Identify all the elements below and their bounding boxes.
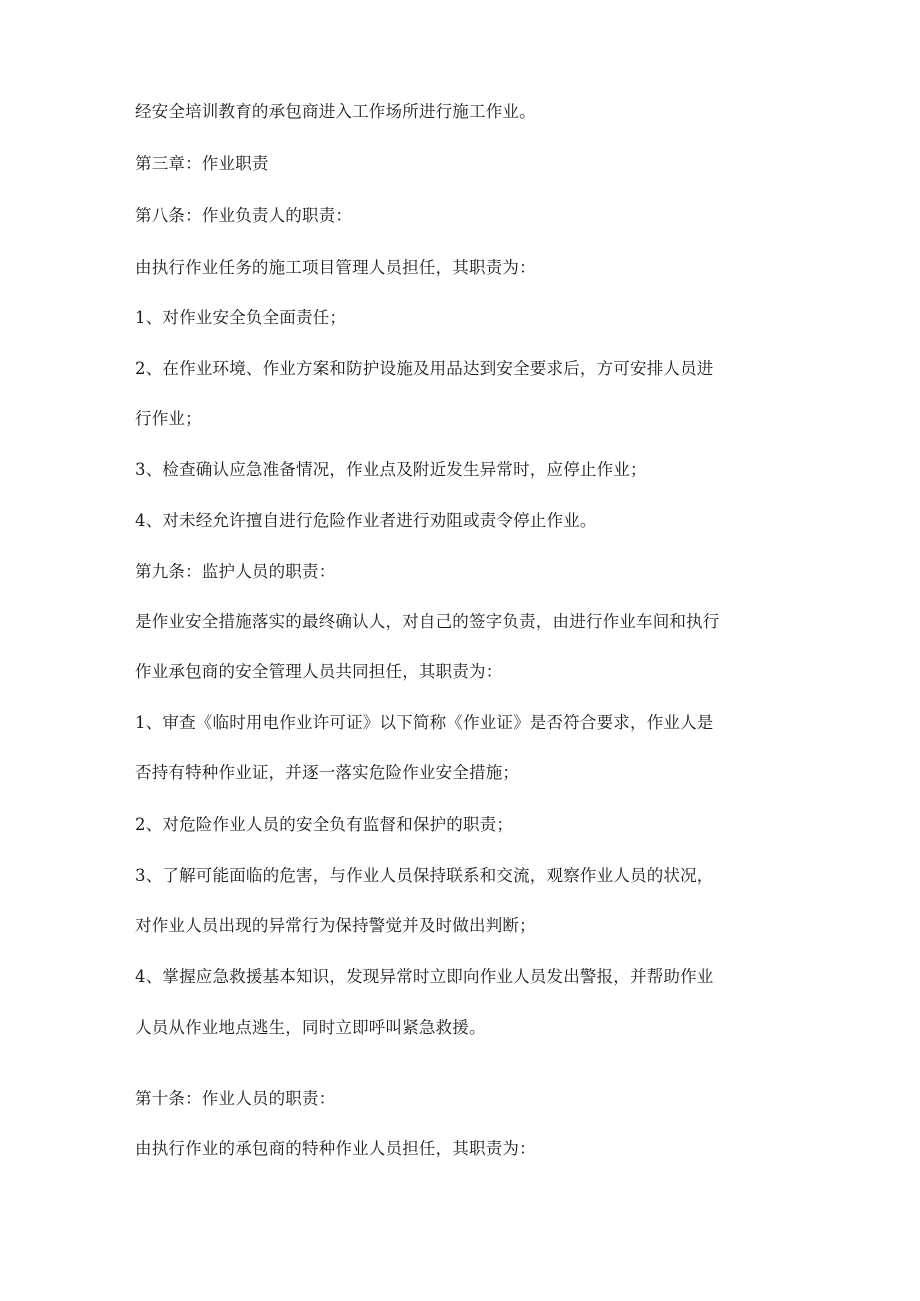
article-heading: 第八条：作业负责人的职责：	[135, 206, 353, 225]
list-item: 2、在作业环境、作业方案和防护设施及用品达到安全要求后，方可安排人员进	[135, 359, 714, 378]
article-heading: 第十条：作业人员的职责：	[135, 1089, 336, 1108]
chapter-heading: 第三章：作业职责	[135, 154, 269, 173]
list-item-continuation: 人员从作业地点逃生，同时立即呼叫紧急救援。	[135, 1018, 486, 1037]
list-item: 2、对危险作业人员的安全负有监督和保护的职责；	[135, 815, 514, 834]
text-line: 由执行作业的承包商的特种作业人员担任，其职责为：	[135, 1139, 536, 1158]
text-line: 由执行作业任务的施工项目管理人员担任，其职责为：	[135, 258, 536, 277]
list-item: 1、对作业安全负全面责任；	[135, 308, 347, 327]
text-line: 是作业安全措施落实的最终确认人，对自己的签字负责，由进行作业车间和执行	[135, 612, 720, 631]
list-item: 1、审查《临时用电作业许可证》以下简称《作业证》是否符合要求，作业人是	[135, 713, 714, 732]
list-item: 3、了解可能面临的危害，与作业人员保持联系和交流，观察作业人员的状况，	[135, 866, 714, 885]
list-item: 3、检查确认应急准备情况，作业点及附近发生异常时，应停止作业；	[135, 460, 647, 479]
list-item-continuation: 行作业；	[135, 409, 202, 428]
list-item-continuation: 对作业人员出现的异常行为保持警觉并及时做出判断；	[135, 916, 536, 935]
article-heading: 第九条：监护人员的职责：	[135, 562, 336, 581]
list-item-continuation: 否持有特种作业证，并逐一落实危险作业安全措施；	[135, 763, 520, 782]
list-item: 4、掌握应急救援基本知识，发现异常时立即向作业人员发出警报，并帮助作业	[135, 967, 714, 986]
text-line: 经安全培训教育的承包商进入工作场所进行施工作业。	[135, 102, 536, 121]
text-line: 作业承包商的安全管理人员共同担任，其职责为：	[135, 662, 503, 681]
list-item: 4、对未经允许擅自进行危险作业者进行劝阻或责令停止作业。	[135, 511, 597, 530]
